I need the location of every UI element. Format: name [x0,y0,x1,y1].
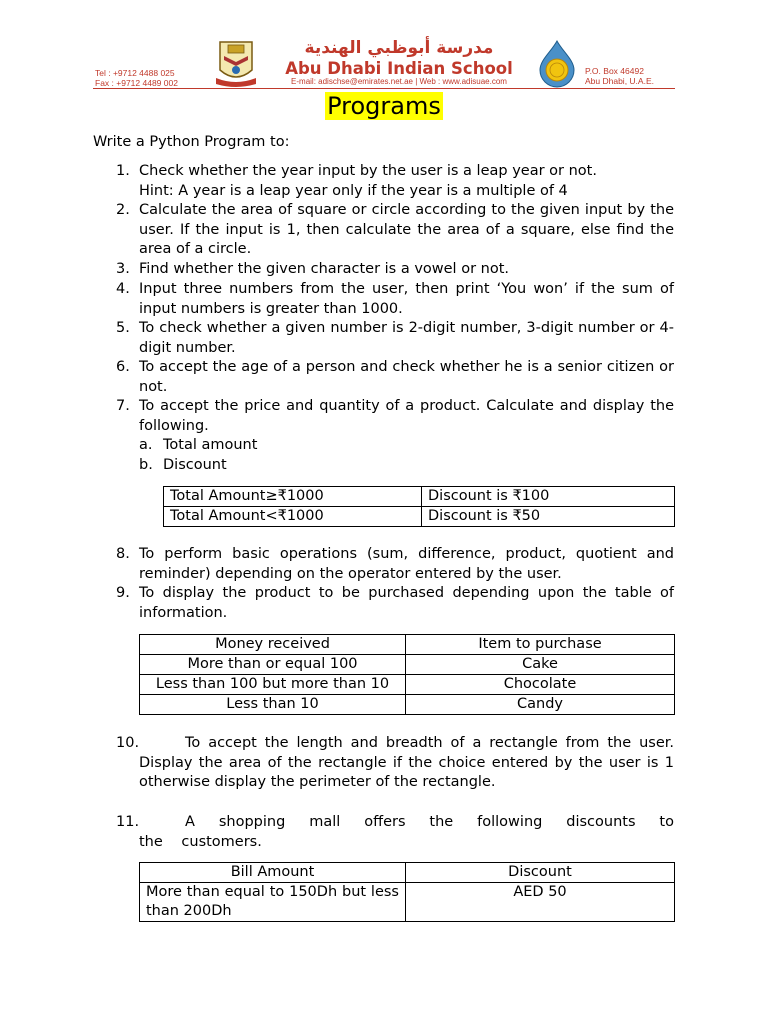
table-cell: Total Amount<₹1000 [164,507,422,527]
item-number: 5. [116,320,130,336]
table-row [140,655,675,675]
table-header: Discount [406,863,675,883]
discount-table [163,486,675,527]
sub-item-label: b. [139,457,153,473]
list-item-4: Input three numbers from the user, then print ‘You won’ if the sum of input numbers is greater than 1000. [139,281,674,317]
table-row [164,507,675,527]
table-cell: Discount is ₹50 [422,507,675,527]
table-row [140,695,675,715]
page-title-wrap [0,92,768,121]
item-number: 10. [116,735,140,751]
school-crest-logo [208,40,264,88]
gold-seal-badge [536,40,578,88]
letterhead-po-box: P.O. Box 46492 [585,66,644,76]
item-number: 8. [116,546,130,562]
table-row [140,883,675,922]
intro-text: Write a Python Program to: [93,134,290,150]
item-number: 11. [116,814,140,830]
school-name-arabic: مدرسة أبوظبي الهندية [304,38,494,58]
letterhead-fax: Fax : +9712 4489 002 [95,78,178,88]
table-cell: AED 50 [406,883,675,922]
item-number: 7. [116,398,130,414]
list-item-2: Calculate the area of square or circle according to the given input by the user. If the input is 1, then calculate the area of a square, else find the area of a circle. [139,202,674,258]
table-cell: More than or equal 100 [140,655,406,675]
table-row [164,487,675,507]
table-cell: Total Amount≥₹1000 [164,487,422,507]
table-header: Bill Amount [140,863,406,883]
table-cell: Less than 10 [140,695,406,715]
item-number: 2. [116,202,130,218]
table-row [140,675,675,695]
sub-item-a: Total amount [163,437,258,453]
list-item-11: A shopping mall offers the following discounts to the customers. [139,814,674,850]
list-item-text: Check whether the year input by the user is a leap year or not. [139,163,597,179]
sub-item-b: Discount [163,457,227,473]
list-item-1 [139,162,674,201]
table-cell: Chocolate [406,675,675,695]
letterhead-divider [93,88,675,89]
list-item-8: To perform basic operations (sum, difference, product, quotient and reminder) depending on the operator entered by the user. [139,546,674,582]
list-item-9: To display the product to be purchased depending upon the table of information. [139,585,674,621]
page-title: Programs [327,92,441,120]
table-cell: More than equal to 150Dh but less than 200Dh [140,883,406,922]
list-item-7: To accept the price and quantity of a product. Calculate and display the following. [139,398,674,434]
school-name: Abu Dhabi Indian School [285,59,513,78]
list-item-3: Find whether the given character is a vowel or not. [139,261,509,277]
letterhead-contact: E-mail: adischse@emirates.net.ae | Web : www.adisuae.com [291,77,507,86]
item-number: 4. [116,281,130,297]
table-header-row [140,635,675,655]
item-number: 3. [116,261,130,277]
purchase-table [139,634,675,715]
item-number: 9. [116,585,130,601]
item-number: 6. [116,359,130,375]
table-cell: Discount is ₹100 [422,487,675,507]
list-item-10: To accept the length and breadth of a rectangle from the user. Display the area of the rectangle if the choice entered by the user is 1 otherwise display the perimeter of the rectangle. [139,735,674,791]
table-header-row [140,863,675,883]
table-cell: Candy [406,695,675,715]
list-item-6: To accept the age of a person and check whether he is a senior citizen or not. [139,359,674,395]
sub-item-label: a. [139,437,153,453]
item-number: 1. [116,163,130,179]
list-item-5: To check whether a given number is 2-digit number, 3-digit number or 4-digit number. [139,320,674,356]
table-header: Money received [140,635,406,655]
bill-discount-table [139,862,675,922]
list-item-hint: Hint: A year is a leap year only if the year is a multiple of 4 [139,182,568,199]
letterhead-tel: Tel : +9712 4488 025 [95,68,175,78]
table-header: Item to purchase [406,635,675,655]
letterhead-city: Abu Dhabi, U.A.E. [585,76,654,86]
table-cell: Cake [406,655,675,675]
table-cell: Less than 100 but more than 10 [140,675,406,695]
